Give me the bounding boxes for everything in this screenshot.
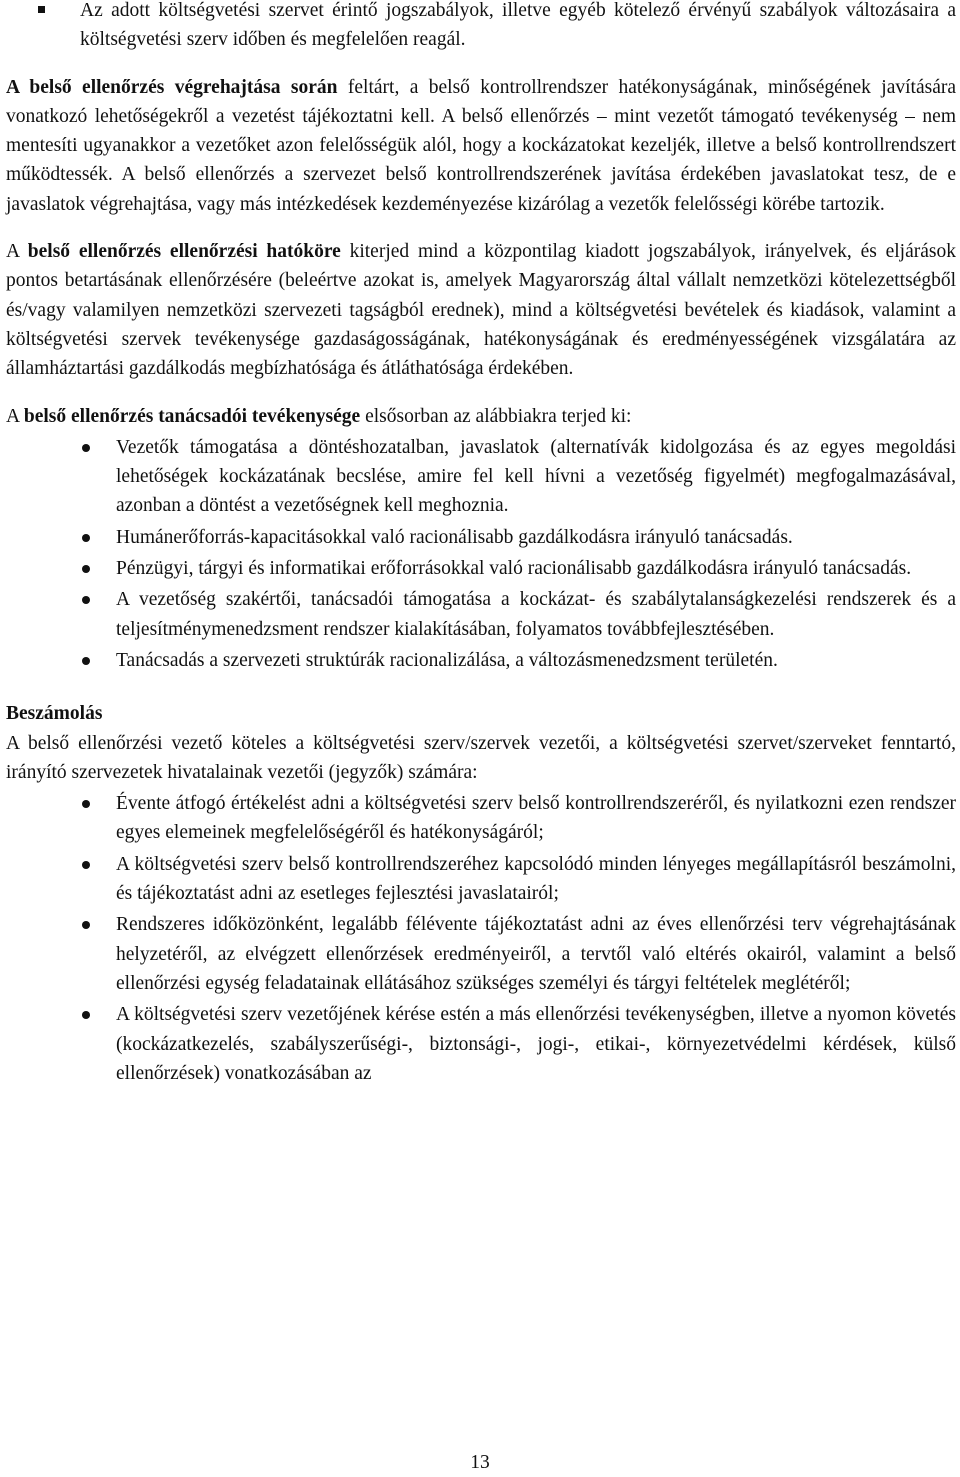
bullet-icon xyxy=(82,921,90,929)
paragraph-text: elsősorban az alábbiakra terjed ki: xyxy=(360,405,632,427)
paragraph-text: kiterjed mind a központilag kiadott jogszabályok, irányelvek, és eljárások pontos betartásának ellenőrzésére (beleértve azokat is, amelyek Magyarország által vállalt nemzetközi kötelezettségből és/vagy valamilyen nemzetközi szervezeti tagságból erednek), mind a költségvetési bevételek és kiadások, valamint a költségvetési szervek tevékenysége gazdaságosságának, hatékonyságának és eredményességének vizsgálatára az államháztartási gazdálkodás megbízhatósága és átláthatósága érdekében. xyxy=(6,241,956,380)
bullet-icon xyxy=(82,534,90,542)
paragraph-advisory xyxy=(6,402,956,431)
paragraph-internal-audit xyxy=(6,73,956,219)
paragraph-prefix: A xyxy=(6,405,24,427)
bold-phrase: belső ellenőrzés ellenőrzési hatóköre xyxy=(27,241,341,263)
list-item-text: A költségvetési szerv belső kontrollrendszeréhez kapcsolódó minden lényeges megállapításról beszámolni, és tájékoztatást adni az esetleges fejlesztési javaslatairól; xyxy=(116,853,956,905)
bullet-icon xyxy=(82,565,90,573)
list-item-text: Tanácsadás a szervezeti struktúrák racionalizálása, a változásmenedzsment területén. xyxy=(116,649,778,671)
paragraph-audit-scope xyxy=(6,237,956,383)
list-item xyxy=(6,523,956,552)
list-item-text: Az adott költségvetési szervet érintő jogszabályok, illetve egyéb kötelező érvényű szabályok változásaira a költségvetési szerv időben és megfelelően reagál. xyxy=(80,0,956,51)
paragraph-text: feltárt, a belső kontrollrendszer hatékonyságának, minőségének javítására vonatkozó lehetőségekről a vezetést tájékoztatni kell. A belső ellenőrzés – mint vezetőt támogató tevékenység – nem mentesíti ugyanakkor a vezetőket azon felelősségük alól, hogy a kockázatokat kezeljék, illetve a belső kontrollrendszert működtessék. A belső ellenőrzés a szervezet belső kontrollrendszerének javítása érdekében javaslatokat tesz, de e javaslatok végrehajtása, vagy más intézkedések kezdeményezése kizárólag a vezetők felelősségi körébe tartozik. xyxy=(6,76,957,215)
bullet-icon xyxy=(82,861,90,869)
paragraph-prefix: A xyxy=(6,241,28,263)
list-item xyxy=(6,850,956,909)
list-item-text: Rendszeres időközönként, legalább félévente tájékoztatást adni az éves ellenőrzési terv végrehajtásának helyzetéről, az elvégzett ellenőrzések eredményeiről, a tervtől való eltérés okairól, valamint a belső ellenőrzési egység feladatainak ellátásához szükséges személyi és tárgyi feltételek meglétéről; xyxy=(116,914,956,994)
document-page xyxy=(6,0,956,1088)
section-heading-report: Beszámolás xyxy=(6,703,103,725)
list-item xyxy=(6,1000,956,1088)
bold-phrase: A belső ellenőrzés végrehajtása során xyxy=(6,76,338,98)
bullet-icon xyxy=(82,800,90,808)
list-item-text: Pénzügyi, tárgyi és informatikai erőforrásokkal való racionálisabb gazdálkodásra irányuló tanácsadás. xyxy=(116,558,912,580)
list-item-text: Évente átfogó értékelést adni a költségvetési szerv belső kontrollrendszeréről, és nyilatkozni ezen rendszer egyes elemeinek megfelelőségéről és hatékonyságáról; xyxy=(116,793,956,844)
report-list xyxy=(6,789,956,1088)
bullet-icon xyxy=(82,1011,90,1019)
list-item xyxy=(6,646,956,675)
bullet-icon xyxy=(82,596,90,604)
page-number: 13 xyxy=(470,1452,490,1473)
list-item-text: A költségvetési szerv vezetőjének kérése estén a más ellenőrzési tevékenységben, illetve a nyomon követés (kockázatkezelés, szabályszerűségi-, biztonsági-, jogi-, etikai-, környezetvédelmi kérdések, külső ellenőrzések) vonatkozásában az xyxy=(116,1004,956,1084)
bullet-icon xyxy=(82,444,90,452)
list-item-text: Humánerőforrás-kapacitásokkal való racionálisabb gazdálkodásra irányuló tanácsadás. xyxy=(116,526,793,548)
top-list xyxy=(6,0,956,55)
list-item-text: A vezetőség szakértői, tanácsadói támogatása a kockázat- és szabálytalanságkezelési rendszerek és a teljesítménymenedzsment rendszer kialakításában, folyamatos továbbfejlesztésében. xyxy=(116,589,956,640)
list-item xyxy=(6,433,956,521)
bullet-icon xyxy=(82,657,90,665)
list-item xyxy=(6,0,956,55)
advisory-list xyxy=(6,433,956,675)
list-item xyxy=(6,789,956,848)
paragraph-report-intro: A belső ellenőrzési vezető köteles a költségvetési szerv/szervek vezetői, a költségvetési szervet/szerveket fenntartó, irányító szervezetek hivatalainak vezetői (jegyzők) számára: xyxy=(6,732,956,783)
list-item xyxy=(6,585,956,644)
list-item xyxy=(6,554,956,583)
list-item xyxy=(6,910,956,998)
list-item-text: Vezetők támogatása a döntéshozatalban, javaslatok (alternatívák kidolgozása és az egyes megoldási lehetőségek kockázatának becslése, amire fel kell hívni a vezetőség figyelmét) megfogalmazásával, azonban a döntést a vezetőségnek kell meghoznia. xyxy=(116,436,956,517)
square-bullet-icon xyxy=(38,6,45,13)
bold-phrase: belső ellenőrzés tanácsadói tevékenysége xyxy=(23,405,361,427)
